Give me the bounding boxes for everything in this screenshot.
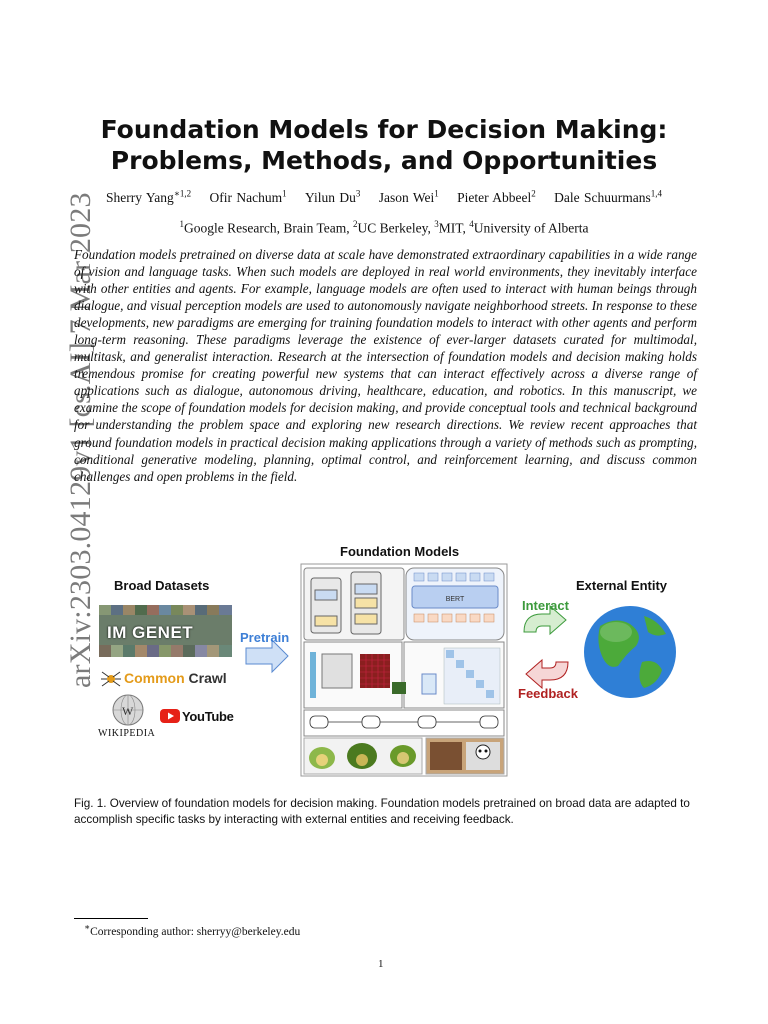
footnote-rule [74, 918, 148, 919]
footnote: ∗Corresponding author: sherryy@berkeley.edu [84, 922, 301, 938]
feedback-arrow [526, 660, 568, 688]
arxiv-identifier: arXiv:2303.04129v1 [cs.AI] 7 Mar 2023 [64, 192, 97, 688]
svg-text:W: W [122, 704, 134, 718]
author-list [40, 188, 728, 206]
feedback-label: Feedback [518, 686, 578, 701]
author: Dale Schuurmans$^{1,4}$ [554, 188, 663, 205]
title-line-2: Problems, Methods, and Opportunities [110, 146, 658, 175]
earth-globe-icon [584, 606, 676, 698]
paper-title [40, 114, 728, 176]
external-entity-label: External Entity [576, 578, 668, 593]
diffusion-chain-diagram [304, 710, 504, 736]
youtube-play-icon [160, 708, 180, 724]
bert-label: BERT [445, 596, 465, 603]
author: Sherry Yang$^{∗1,2}$ [105, 188, 192, 205]
common-crawl-logo [100, 668, 236, 690]
pretrain-label: Pretrain [240, 630, 290, 645]
author: Jason Wei$^1$ [378, 188, 439, 205]
page-number: 1 [378, 958, 384, 970]
abstract: Foundation models pretrained on diverse data at scale have demonstrated extraordinary capabilities in a wide range of vision and language tasks. When such models are deployed in real world environments, they inevitably interface with other entities and agents. For example, language models are often used to interact with human beings through dialogue, and visual perception models are used to autonomously navigate neighborhood streets. In response to these developments, new paradigms are emerging for training foundation models to interact with other agents and perform long-term reasoning. These paradigms leverage the existence of ever-larger datasets curated for multimodal, multitask, and generalist interaction. Research at the intersection of foundation models and decision making holds tremendous promise for creating powerful new systems that can interact effectively across a diverse range of applications such as dialogue, autonomous driving, healthcare, education, and robotics. In this manuscript, we examine the scope of foundation models for decision making, and provide conceptual tools and technical background for understanding the problem space and exploring new research directions. We review recent approaches that ground foundation models in practical decision making applications through a variety of methods such as prompting, conditional generative modeling, planning, optimal control, and reinforcement learning, and discuss common challenges and open problems in the field. [74, 247, 697, 484]
youtube-logo [160, 708, 234, 729]
imagenet-text: IM GENET [107, 623, 194, 642]
affiliations: $^1$Google Research, Brain Team, $^2$UC Berkeley, $^3$MIT, $^4$University of Alberta [179, 219, 589, 236]
figure-title: Foundation Models [340, 544, 460, 559]
youtube-text: YouTube [182, 709, 234, 724]
wikipedia-globe-icon [100, 694, 156, 728]
imagenet-logo [99, 605, 232, 657]
broad-datasets-label: Broad Datasets [114, 578, 210, 593]
title-line-1: Foundation Models for Decision Making: [100, 115, 668, 144]
author: Yilun Du$^3$ [304, 188, 361, 205]
spider-icon [100, 668, 122, 690]
common-crawl-text: Common Crawl [124, 670, 227, 686]
figure-caption: Fig. 1. Overview of foundation models for decision making. Foundation models pretrained on broad data are adapted to accomplish specific tasks by interacting with external entities and receiving feedback. [74, 797, 690, 826]
author: Pieter Abbeel$^2$ [457, 188, 536, 205]
interact-label: Interact [522, 598, 569, 613]
wikipedia-text: WIKIPEDIA [98, 728, 156, 739]
author: Ofir Nachum$^1$ [209, 188, 287, 205]
arxiv-sidebar [12, 192, 97, 710]
